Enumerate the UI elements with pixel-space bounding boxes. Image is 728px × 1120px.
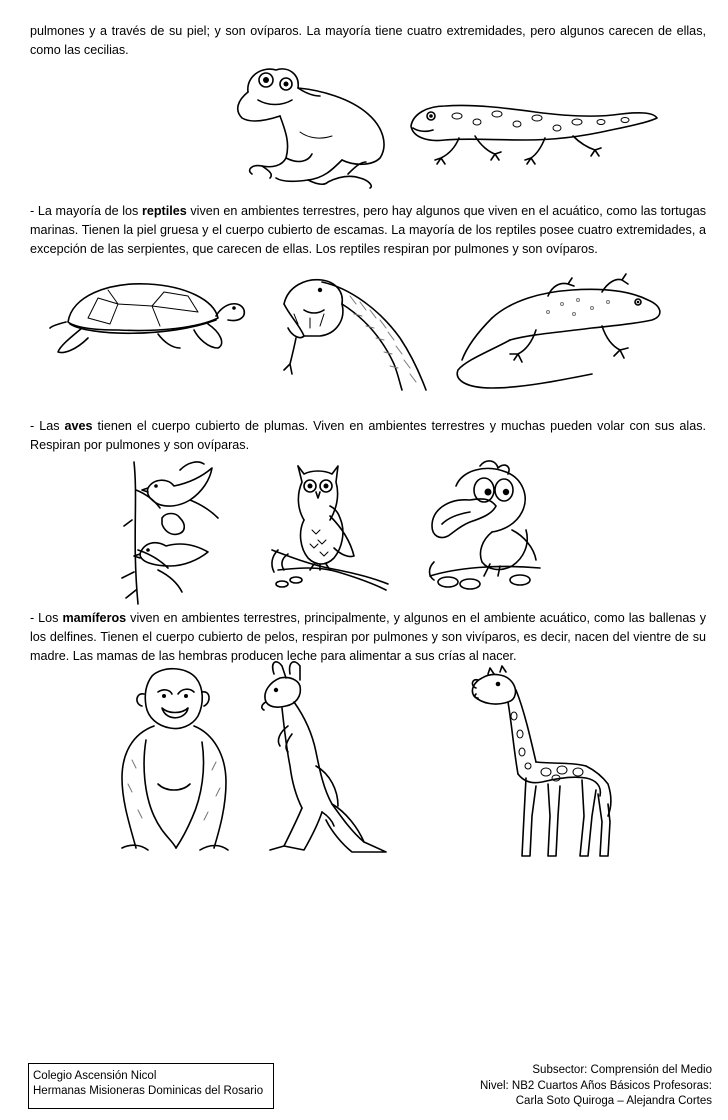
amphibians-text: pulmones y a través de su piel; y son ovíparos. La mayoría tiene cuatro extremidades, pero algunos carecen de ellas, como las cecilias.	[30, 24, 706, 57]
teachers-line: Carla Soto Quiroga – Alejandra Cortes	[515, 1095, 712, 1107]
mammals-text-pre: - Los	[30, 611, 63, 625]
owl-illustration	[268, 460, 392, 592]
giraffe-illustration	[462, 666, 622, 862]
reptiles-keyword: reptiles	[141, 204, 187, 218]
snake-illustration	[270, 274, 430, 392]
school-name: Colegio Ascensión Nicol	[33, 1070, 157, 1082]
lizard-illustration	[452, 270, 666, 394]
reptiles-text-post: viven en ambientes terrestres, pero hay algunos que viven en el acuático, como las tortugas marinas. Tienen la piel gruesa y el cuerpo cubierto de escamas. La mayoría de los reptiles posee cuatro extremidades, a excepción de las serpientes, que carecen de ellas. Los reptiles respiran por pulmones y son ovíparos.	[30, 204, 706, 256]
mammals-text-post: viven en ambientes terrestres, principalmente, y algunos en el ambiente acuático, como las ballenas y los delfines. Tienen el cuerpo cubierto de pelos, respiran por pulmones y son vivíparos, es decir, nacen del vientre de su madre. Las mamas de las hembras producen leche para alimentar a sus crías al nacer.	[30, 611, 707, 663]
mammals-keyword: mamíferos	[62, 611, 127, 625]
birds-keyword: aves	[64, 419, 93, 433]
sparrows-illustration	[118, 460, 222, 606]
course-info	[480, 1063, 712, 1110]
turtle-illustration	[48, 276, 248, 362]
subject-line: Subsector: Comprensión del Medio	[532, 1064, 712, 1076]
cartoon-bird-illustration	[426, 456, 544, 592]
frog-illustration	[228, 62, 398, 190]
school-info-box	[28, 1063, 274, 1109]
school-congregation: Hermanas Misioneras Dominicas del Rosario	[33, 1085, 264, 1097]
birds-paragraph	[30, 417, 706, 455]
kangaroo-illustration	[246, 656, 392, 856]
amphibians-paragraph	[30, 22, 706, 60]
chimpanzee-illustration	[102, 664, 238, 856]
birds-text-post: tienen el cuerpo cubierto de plumas. Viven en ambientes terrestres y muchas pueden volar con sus alas. Respiran por pulmones y son ovíparas.	[30, 419, 706, 452]
reptiles-paragraph	[30, 202, 706, 259]
birds-text-pre: - Las	[30, 419, 65, 433]
reptiles-text-pre: - La mayoría de los	[30, 204, 142, 218]
salamander-illustration	[405, 92, 660, 170]
level-line: Nivel: NB2 Cuartos Años Básicos Profesoras:	[479, 1079, 712, 1092]
